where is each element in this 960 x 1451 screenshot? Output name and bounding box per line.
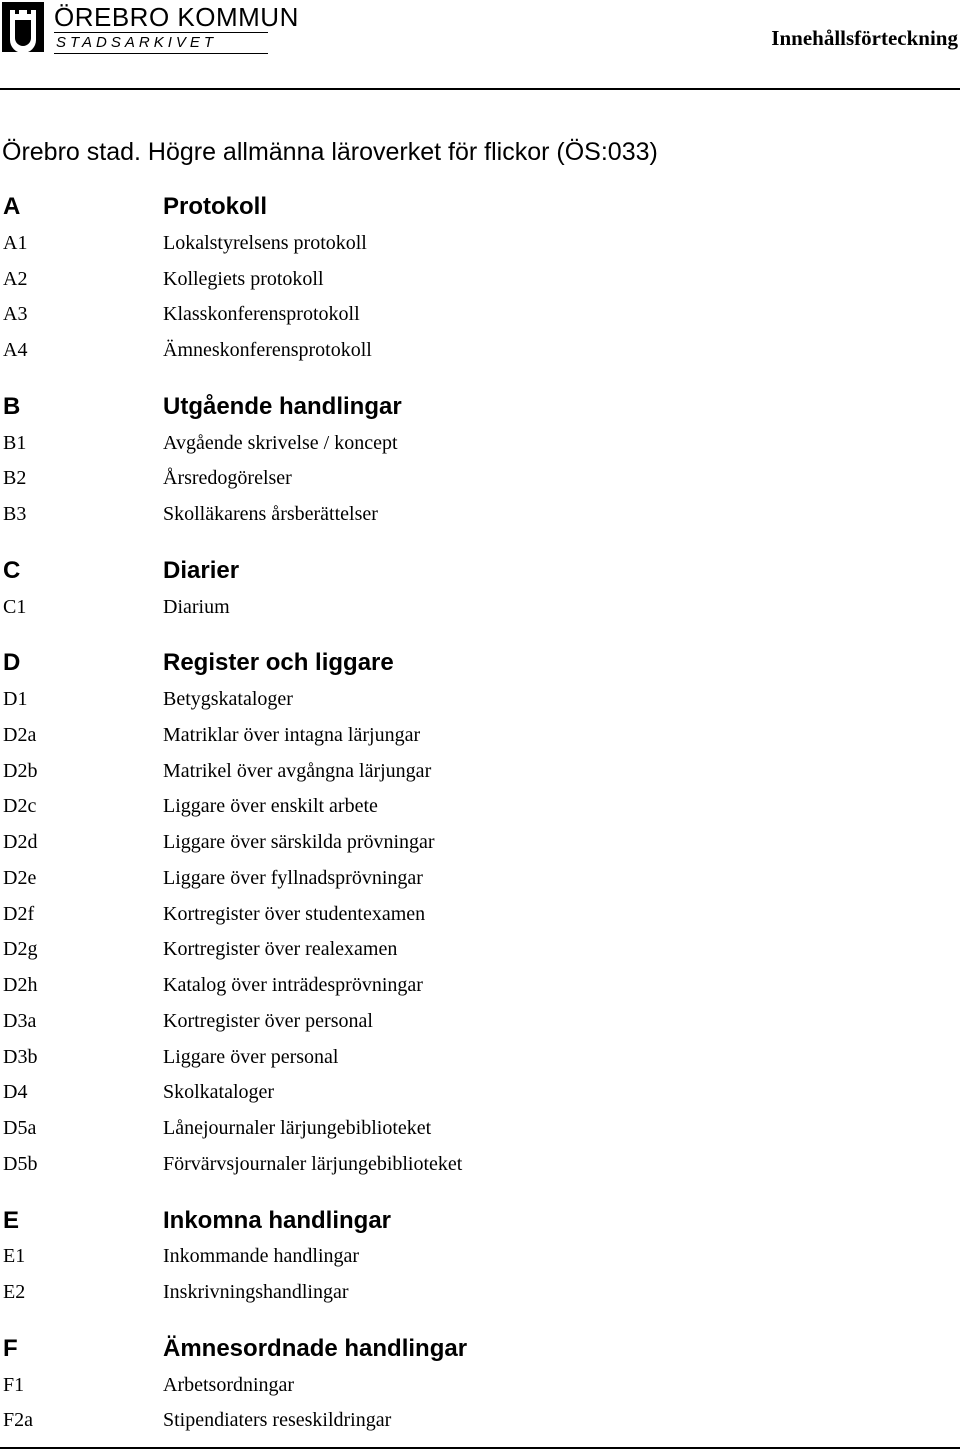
section-e [0, 1204, 960, 1311]
item-code: A1 [3, 231, 28, 254]
item-label: Betygskataloger [163, 688, 293, 710]
item-code: D2a [3, 723, 37, 746]
list-item [0, 1147, 960, 1183]
logo-title: ÖREBRO KOMMUN [54, 2, 299, 32]
list-item [0, 1004, 960, 1040]
section-title: Register och liggare [163, 649, 394, 677]
item-code: D2c [3, 795, 37, 818]
section-f [0, 1332, 960, 1439]
section-heading [0, 1332, 960, 1368]
section-spacer [0, 1311, 960, 1332]
item-label: Matriklar över intagna lärjungar [163, 723, 421, 746]
item-code: C1 [3, 595, 27, 618]
list-item [0, 426, 960, 462]
list-item [0, 590, 960, 626]
section-code: A [3, 193, 21, 220]
section-d [0, 646, 960, 1182]
item-code: D3a [3, 1009, 37, 1032]
item-code: B1 [3, 431, 27, 454]
section-spacer [0, 533, 960, 554]
section-code: F [3, 1334, 18, 1362]
list-item [0, 825, 960, 861]
section-a [0, 190, 960, 369]
list-item [0, 1403, 960, 1439]
item-label: Skolkataloger [163, 1081, 275, 1104]
item-code: D2b [3, 759, 38, 782]
item-code: E1 [3, 1245, 26, 1268]
table-of-contents [0, 190, 960, 1439]
section-heading [0, 190, 960, 226]
item-label: Lokalstyrelsens protokoll [163, 231, 367, 254]
item-label: Diarium [163, 595, 230, 618]
list-item [0, 297, 960, 333]
section-heading [0, 390, 960, 426]
item-code: F1 [3, 1373, 25, 1396]
item-code: E2 [3, 1281, 26, 1303]
item-code: D2h [3, 974, 38, 996]
document-type: Innehållsförteckning [771, 26, 958, 50]
item-code: D1 [3, 688, 28, 710]
orebro-kommun-logo [2, 2, 299, 54]
page-title: Örebro stad. Högre allmänna läroverket för flickor (ÖS:033) [2, 138, 658, 166]
list-item [0, 1040, 960, 1076]
section-heading [0, 1204, 960, 1240]
list-item [0, 497, 960, 533]
item-code: A4 [3, 339, 28, 361]
list-item [0, 1368, 960, 1404]
list-item [0, 932, 960, 968]
list-item [0, 226, 960, 262]
list-item [0, 897, 960, 933]
item-code: D2d [3, 831, 38, 853]
item-label: Inskrivningshandlingar [163, 1281, 349, 1303]
list-item [0, 333, 960, 369]
section-spacer [0, 369, 960, 390]
item-code: D5a [3, 1117, 37, 1139]
section-code: B [3, 392, 21, 420]
item-label: Liggare över fyllnadsprövningar [163, 866, 423, 889]
item-label: Kollegiets protokoll [163, 267, 324, 290]
castle-shield-icon [2, 2, 44, 52]
item-code: D3b [3, 1045, 38, 1068]
section-code: D [3, 649, 21, 677]
item-code: D2g [3, 938, 38, 961]
item-label: Kortregister över studentexamen [163, 902, 426, 925]
list-item [0, 461, 960, 497]
list-item [0, 1111, 960, 1147]
item-code: B2 [3, 467, 27, 490]
item-label: Katalog över inträdesprövningar [163, 974, 423, 996]
section-code: C [3, 556, 21, 584]
item-label: Liggare över enskilt arbete [163, 795, 378, 818]
item-label: Förvärvsjournaler lärjungebiblioteket [163, 1152, 463, 1175]
logo-divider [54, 32, 268, 33]
item-label: Klasskonferensprotokoll [163, 303, 360, 326]
section-title: Diarier [163, 556, 240, 584]
item-label: Inkommande handlingar [163, 1245, 360, 1268]
item-label: Lånejournaler lärjungebiblioteket [163, 1117, 432, 1139]
list-item [0, 262, 960, 298]
item-code: D2e [3, 866, 37, 889]
list-item [0, 968, 960, 1004]
list-item [0, 789, 960, 825]
item-label: Liggare över särskilda prövningar [163, 831, 435, 853]
item-code: B3 [3, 503, 27, 525]
item-label: Ämneskonferensprotokoll [163, 339, 372, 361]
item-label: Kortregister över personal [163, 1009, 373, 1032]
item-code: A2 [3, 267, 28, 290]
item-label: Matrikel över avgångna lärjungar [163, 759, 432, 782]
section-b [0, 390, 960, 533]
logo-divider-bottom [54, 53, 268, 54]
section-title: Ämnesordnade handlingar [163, 1334, 468, 1362]
list-item [0, 718, 960, 754]
logo-subtitle: STADSARKIVET [56, 34, 218, 51]
list-item [0, 1275, 960, 1311]
item-label: Skolläkarens årsberättelser [163, 503, 378, 525]
section-title: Utgående handlingar [163, 392, 402, 420]
item-label: Stipendiaters reseskildringar [163, 1409, 392, 1432]
section-spacer [0, 1183, 960, 1204]
section-title: Inkomna handlingar [163, 1206, 392, 1234]
item-code: D2f [3, 902, 35, 925]
page-header [0, 0, 960, 90]
item-code: D4 [3, 1081, 28, 1104]
footer-divider [0, 1447, 960, 1449]
list-item [0, 754, 960, 790]
section-title: Protokoll [163, 193, 268, 220]
item-label: Kortregister över realexamen [163, 938, 398, 961]
item-label: Årsredogörelser [163, 467, 292, 490]
list-item [0, 682, 960, 718]
item-code: A3 [3, 303, 28, 326]
list-item [0, 1239, 960, 1275]
list-item [0, 861, 960, 897]
item-label: Liggare över personal [163, 1045, 339, 1068]
section-spacer [0, 625, 960, 646]
section-heading [0, 554, 960, 590]
section-c [0, 554, 960, 626]
item-label: Avgående skrivelse / koncept [163, 431, 398, 454]
section-code: E [3, 1206, 20, 1234]
section-heading [0, 646, 960, 682]
item-label: Arbetsordningar [163, 1373, 295, 1396]
item-code: F2a [3, 1409, 33, 1432]
list-item [0, 1075, 960, 1111]
item-code: D5b [3, 1152, 38, 1175]
